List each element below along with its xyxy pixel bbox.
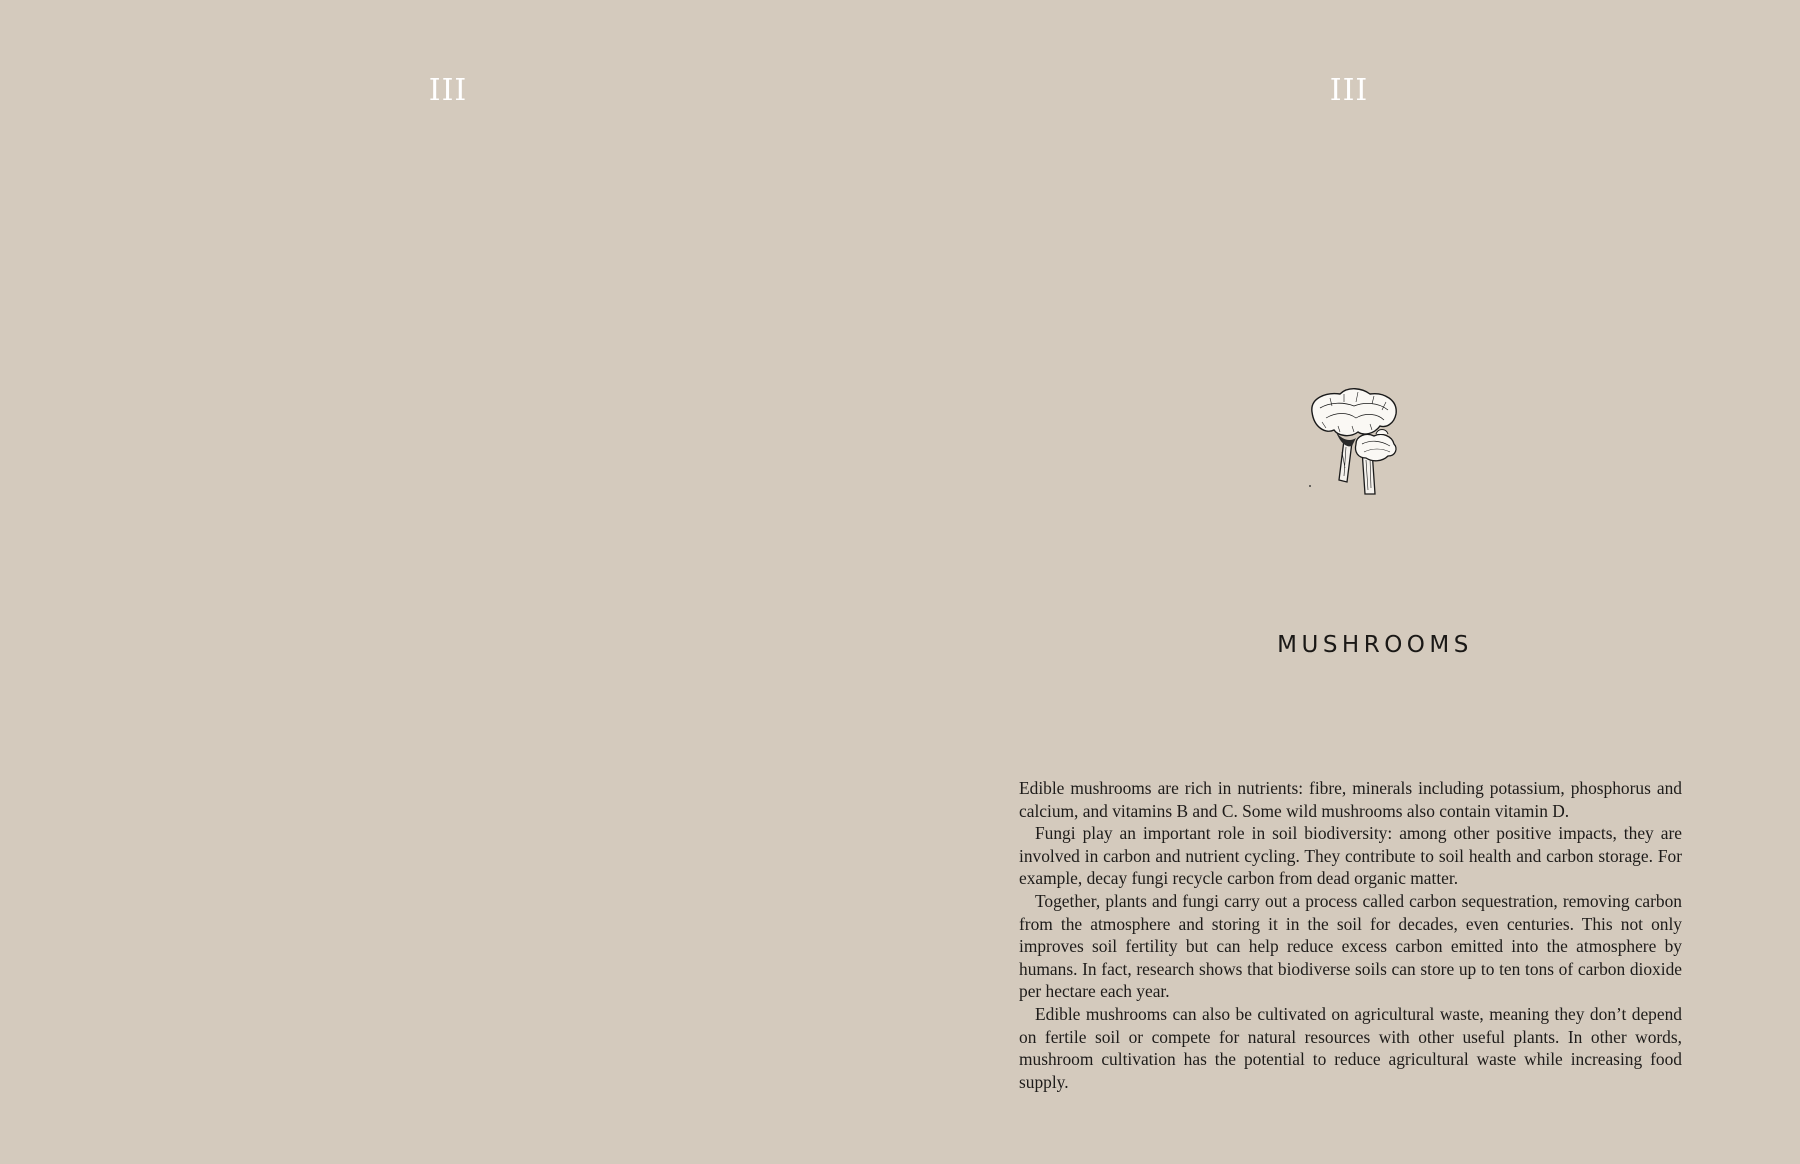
- right-page: [900, 0, 1800, 1164]
- right-page-folio: III: [1329, 73, 1369, 108]
- mushroom-illustration-icon: [1286, 372, 1426, 512]
- paragraph: Edible mushrooms are rich in nutrients: fibre, minerals including potassium, phosphorus and calcium, and vitamins B and C. Some wild mushrooms also contain vitamin D.: [1019, 778, 1682, 821]
- paragraph: Edible mushrooms can also be cultivated on agricultural waste, meaning they don’t depend on fertile soil or compete for natural resources with other useful plants. In other words, mushroom cultivation has the potential to reduce agricultural waste while increasing food supply.: [1019, 1003, 1682, 1092]
- paragraph: Fungi play an important role in soil biodiversity: among other positive impacts, they are involved in carbon and nutrient cycling. They contribute to soil health and carbon storage. For example, decay fungi recycle carbon from dead organic matter.: [1019, 823, 1682, 889]
- left-page-folio: III: [428, 73, 468, 108]
- section-title: MUSHROOMS: [1277, 632, 1473, 658]
- body-text: [1019, 777, 1682, 1093]
- paragraph: Together, plants and fungi carry out a process called carbon sequestration, removing carbon from the atmosphere and storing it in the soil for decades, even centuries. This not only improves soil fertility but can help reduce excess carbon emitted into the atmosphere by humans. In fact, research shows that biodiverse soils can store up to ten tons of carbon dioxide per hectare each year.: [1019, 890, 1682, 1002]
